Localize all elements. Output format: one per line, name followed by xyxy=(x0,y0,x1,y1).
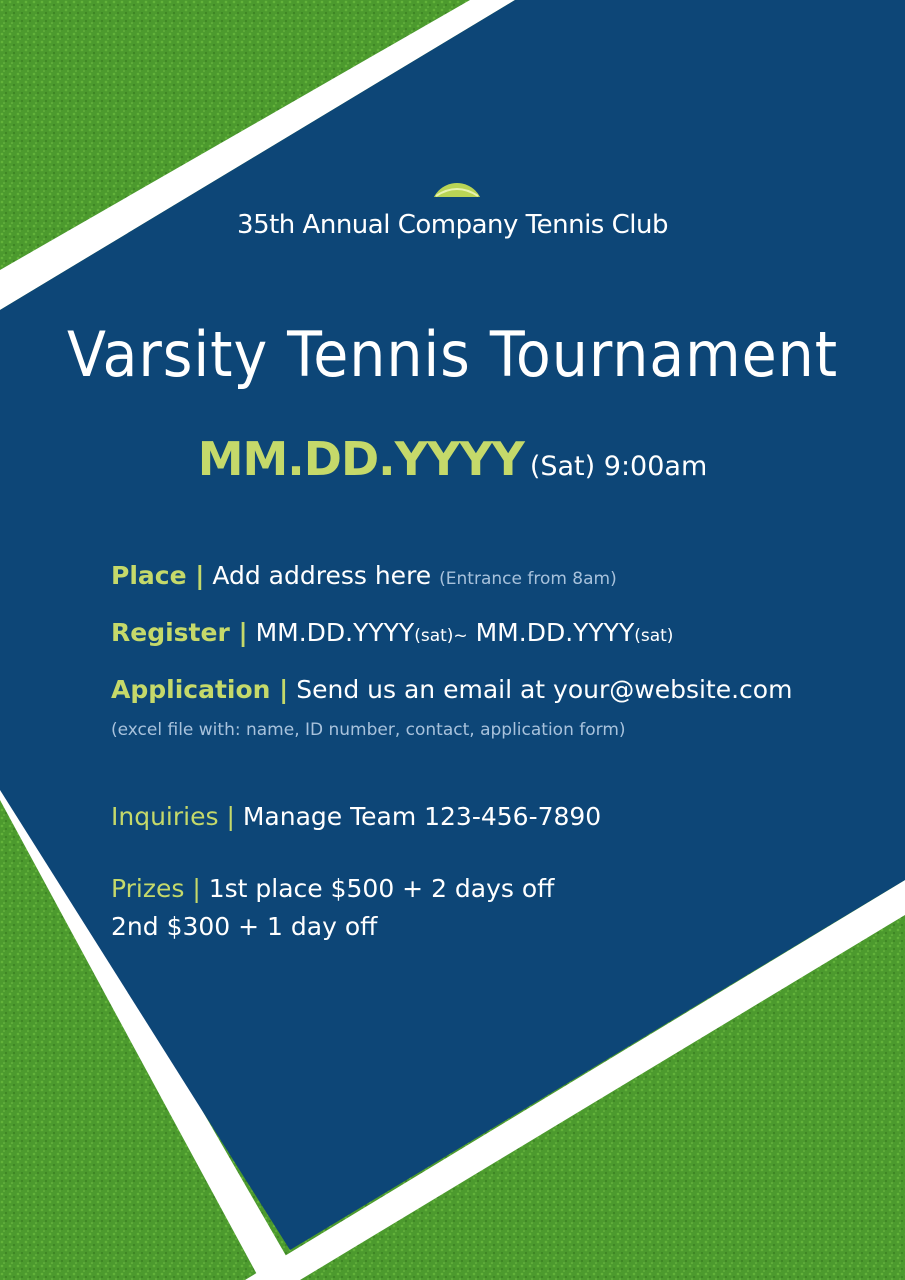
inquiries-value: Manage Team 123-456-7890 xyxy=(242,802,602,831)
place-note: (Entrance from 8am) xyxy=(439,569,617,589)
tournament-title: Varsity Tennis Tournament xyxy=(67,318,838,391)
register-start: MM.DD.YYYY xyxy=(255,618,415,647)
prizes-first: 1st place $500 + 2 days off xyxy=(208,874,555,903)
register-label: Register | xyxy=(111,618,248,647)
inquiries-row xyxy=(111,802,871,831)
event-date-value: MM.DD.YYYY xyxy=(197,432,524,486)
place-label: Place | xyxy=(111,561,205,590)
place-row xyxy=(111,561,871,590)
register-start-day: (sat)~ xyxy=(414,626,468,646)
register-row xyxy=(111,618,871,647)
event-date xyxy=(0,432,905,486)
prizes-label: Prizes | xyxy=(111,874,201,903)
application-row xyxy=(111,675,871,704)
application-note: (excel file with: name, ID number, contact, application form) xyxy=(111,720,626,740)
prizes-row xyxy=(111,874,871,903)
prizes-second: 2nd $300 + 1 day off xyxy=(111,912,378,941)
place-value: Add address here xyxy=(212,561,432,590)
register-end-day: (sat) xyxy=(634,626,674,646)
event-day-time: (Sat) 9:00am xyxy=(529,451,708,482)
tennis-ball-icon xyxy=(430,182,484,197)
inquiries-label: Inquiries | xyxy=(111,802,235,831)
application-value: Send us an email at your@website.com xyxy=(296,675,793,704)
register-end: MM.DD.YYYY xyxy=(475,618,635,647)
application-label: Application | xyxy=(111,675,289,704)
club-name: 35th Annual Company Tennis Club xyxy=(237,210,668,240)
